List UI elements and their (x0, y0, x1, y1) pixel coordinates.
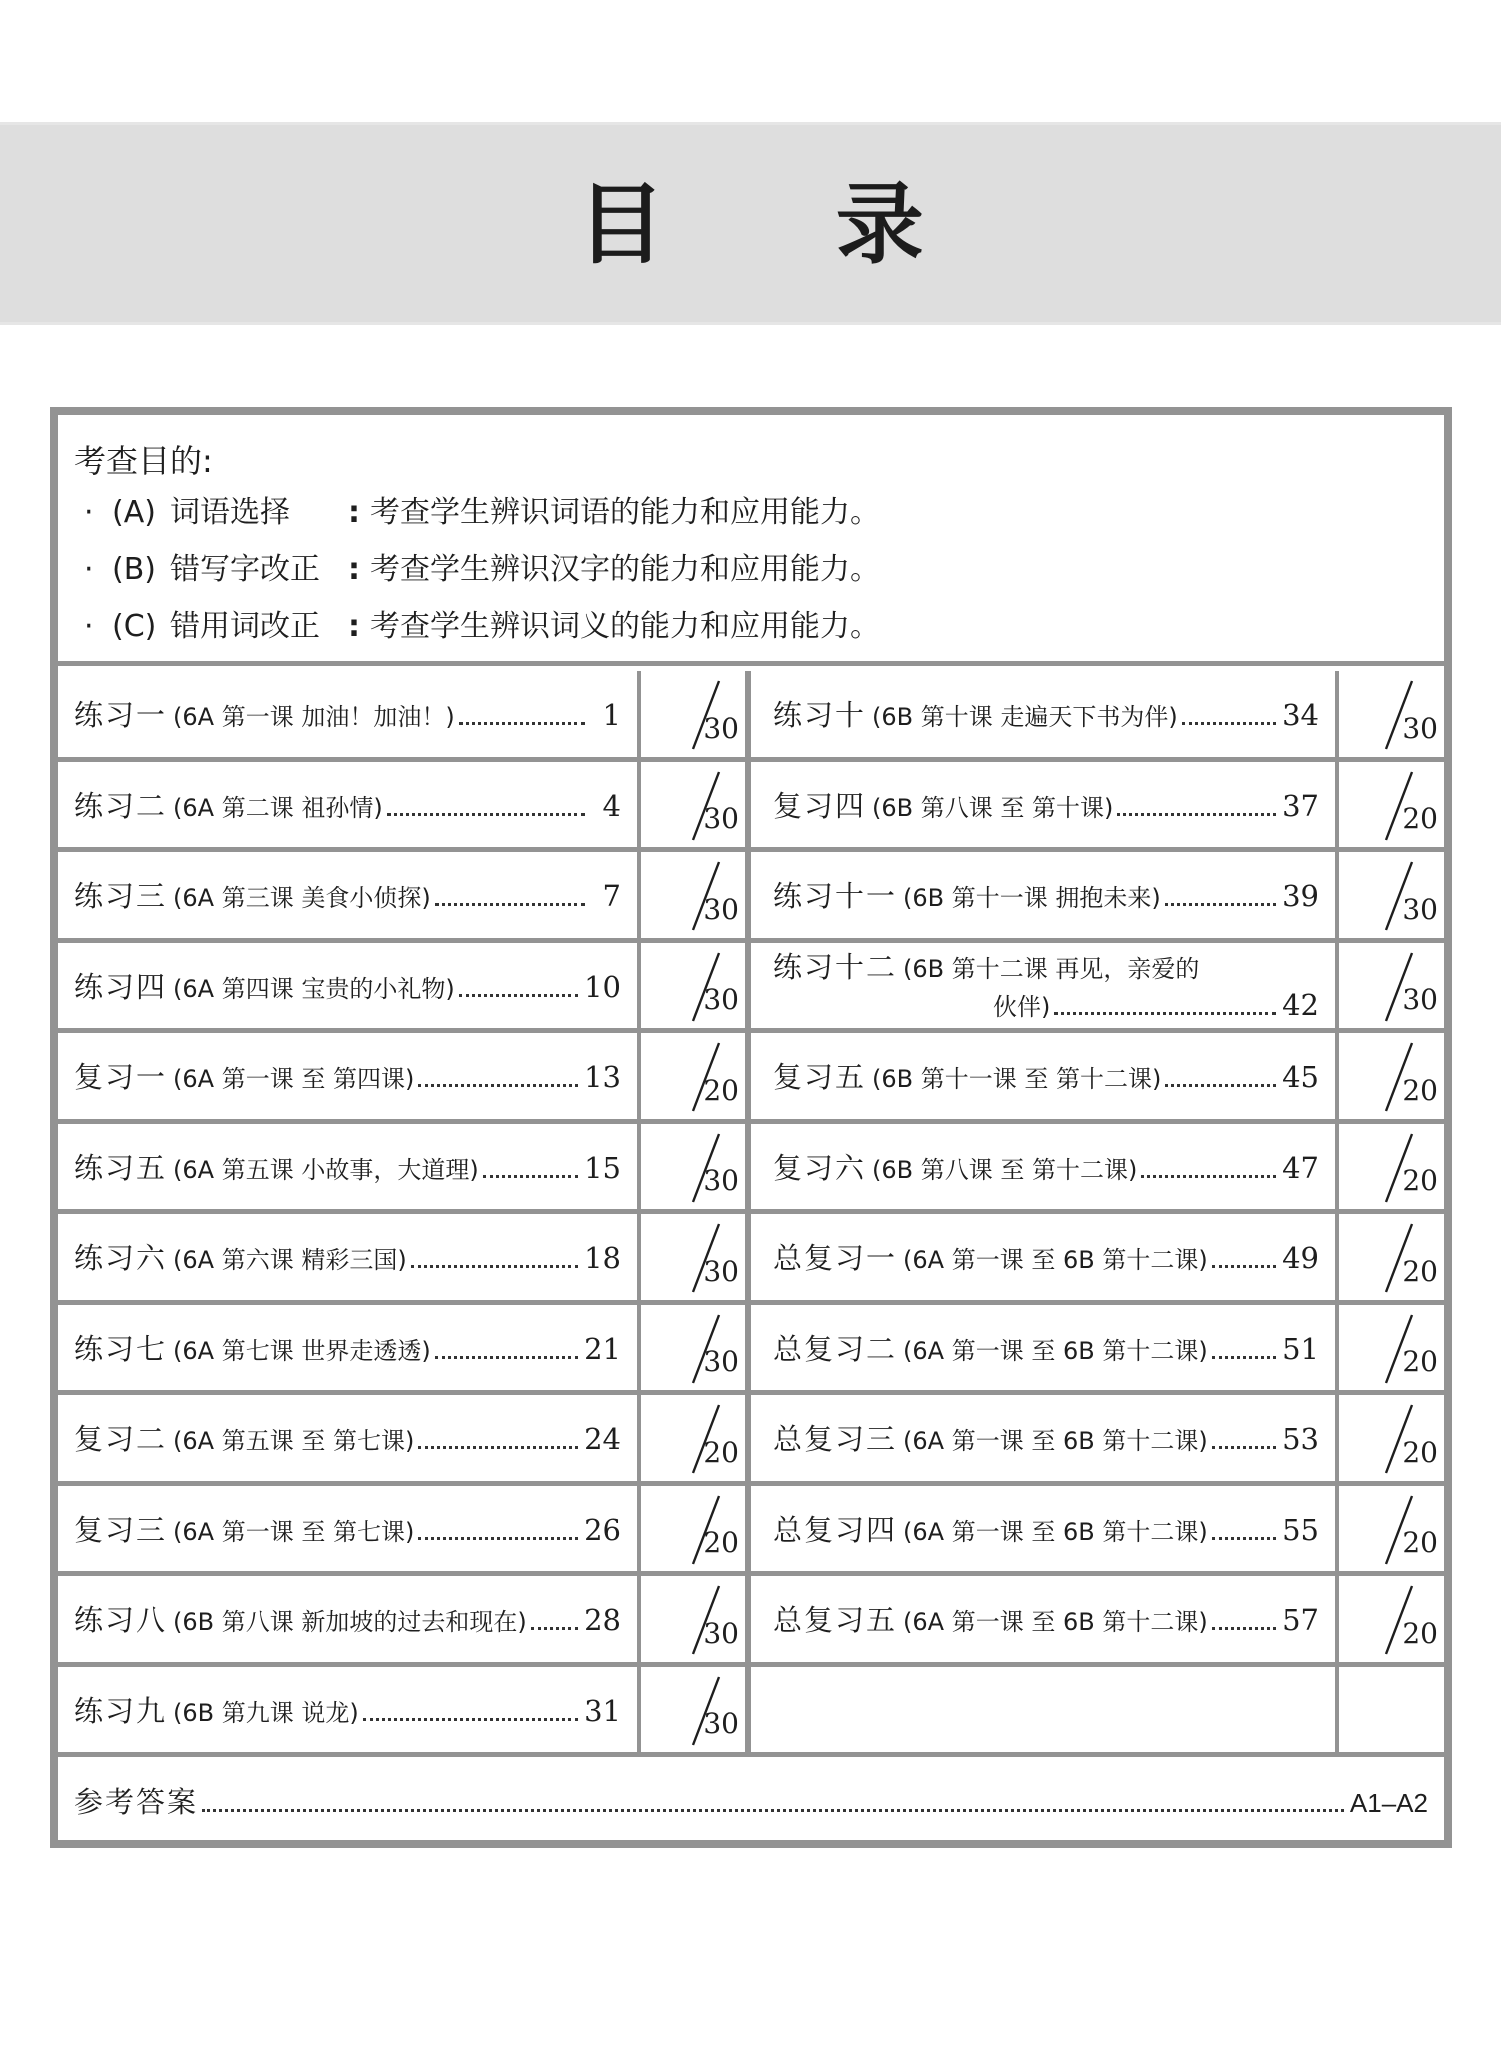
entry-subtitle: (6A 第一课 至 第四课) (173, 1065, 415, 1093)
entry-subtitle: (6A 第二课 祖孙情) (173, 793, 383, 822)
entry-subtitle: (6B 第十一课 至 第十二课) (872, 1065, 1162, 1093)
objective-code: (A) (112, 495, 156, 530)
max-score: 20 (1402, 1345, 1438, 1378)
toc-entry (757, 1667, 1339, 1753)
dot-leader (202, 1809, 1344, 1812)
score-fraction (1343, 943, 1444, 1029)
toc-entry[interactable] (757, 762, 1339, 848)
max-score: 20 (1402, 802, 1438, 835)
toc-entry[interactable] (757, 1486, 1339, 1572)
entry-title: 练习九 (74, 1693, 168, 1728)
entry-title: 总复习三 (773, 1422, 898, 1456)
score-box (645, 1486, 751, 1572)
score-box (645, 762, 751, 848)
entry-title: 复习三 (74, 1512, 168, 1547)
max-score: 20 (703, 1073, 739, 1107)
score-box (1343, 1033, 1444, 1119)
score-box (645, 943, 751, 1029)
score-fraction (1343, 1395, 1444, 1481)
max-score: 20 (703, 1435, 739, 1469)
table-row (58, 943, 1444, 1034)
entry-page: 10 (584, 969, 621, 1004)
toc-entry[interactable] (58, 1395, 641, 1481)
dot-leader (1117, 813, 1276, 816)
toc-entry[interactable] (58, 1667, 641, 1753)
score-fraction (645, 943, 745, 1029)
toc-entry[interactable] (58, 1214, 641, 1300)
entry-title: 练习三 (74, 879, 168, 913)
score-box (1343, 1124, 1444, 1210)
toc-entry[interactable] (58, 1124, 641, 1210)
objectives-section (58, 415, 1444, 666)
entry-page: 28 (584, 1603, 621, 1637)
entry-title: 练习四 (74, 969, 168, 1004)
objective-colon: : (348, 609, 360, 644)
score-box (645, 1033, 751, 1119)
answer-key-title: 参考答案 (74, 1785, 199, 1819)
table-row (58, 1576, 1444, 1667)
objectives-heading: 考查目的: (74, 442, 213, 480)
dot-leader (1165, 903, 1276, 906)
score-fraction (1343, 1486, 1444, 1572)
toc-entry[interactable] (58, 762, 641, 848)
score-fraction (645, 671, 745, 757)
entry-subtitle: (6A 第六课 精彩三国) (173, 1246, 407, 1274)
score-fraction (645, 1667, 745, 1753)
entry-subtitle: (6A 第一课 至 6B 第十二课) (903, 1427, 1208, 1455)
entry-title: 复习二 (74, 1422, 168, 1456)
entry-subtitle: (6B 第八课 至 第十课) (872, 793, 1114, 822)
toc-entry[interactable] (757, 1124, 1339, 1210)
score-box (645, 1124, 751, 1210)
toc-entry[interactable] (58, 1576, 641, 1662)
contents-table (50, 407, 1452, 1848)
max-score: 30 (703, 1164, 739, 1197)
entry-page: 42 (1282, 987, 1319, 1022)
entry-page: 24 (584, 1422, 621, 1456)
max-score: 30 (703, 711, 739, 745)
objective-item-a (84, 495, 880, 531)
score-fraction (645, 1305, 745, 1391)
score-box (1343, 1395, 1444, 1481)
objective-item-c (84, 609, 880, 645)
score-fraction (645, 852, 745, 938)
max-score: 30 (703, 1345, 739, 1378)
entry-title: 复习五 (773, 1060, 867, 1094)
toc-entry[interactable] (58, 1033, 641, 1119)
entry-page: 57 (1282, 1603, 1319, 1637)
table-row (58, 762, 1444, 853)
entry-title: 总复习五 (773, 1603, 898, 1637)
objective-code: (B) (112, 552, 156, 587)
objective-desc: 考查学生辨识汉字的能力和应用能力。 (370, 552, 880, 587)
dot-leader (1165, 1084, 1276, 1087)
dot-leader (435, 1356, 578, 1359)
dot-leader (459, 722, 585, 725)
score-fraction (1343, 852, 1444, 938)
score-box (645, 1305, 751, 1391)
max-score: 30 (1402, 711, 1438, 745)
entry-page: 31 (584, 1693, 621, 1728)
entry-subtitle: (6A 第四课 宝贵的小礼物) (173, 974, 455, 1003)
entry-title: 练习十一 (773, 879, 898, 913)
toc-entry[interactable] (58, 671, 641, 757)
score-fraction (1343, 671, 1444, 757)
entry-title: 练习七 (74, 1331, 168, 1366)
entry-page: 37 (1282, 788, 1319, 823)
toc-entry[interactable] (757, 943, 1339, 1029)
score-box (645, 1576, 751, 1662)
entry-subtitle: (6B 第九课 说龙) (173, 1698, 359, 1727)
entry-page: 34 (1282, 698, 1319, 732)
objective-name: 错用词改正 (170, 609, 320, 644)
score-fraction (645, 1486, 745, 1572)
table-row (58, 1124, 1444, 1215)
score-box (1343, 1667, 1444, 1753)
objective-name: 词语选择 (170, 495, 290, 530)
score-box (645, 852, 751, 938)
max-score: 20 (1402, 1435, 1438, 1469)
entry-subtitle: (6A 第一课 加油！加油！) (173, 703, 455, 731)
entry-title: 总复习二 (773, 1331, 898, 1366)
entry-title: 练习六 (74, 1241, 168, 1275)
table-row (58, 1214, 1444, 1305)
entry-subtitle: (6B 第八课 新加坡的过去和现在) (173, 1608, 527, 1636)
toc-entry[interactable] (757, 1033, 1339, 1119)
entry-title: 练习一 (74, 698, 168, 732)
entry-page: 7 (602, 879, 621, 913)
dot-leader (483, 1175, 578, 1178)
entry-page: 15 (584, 1150, 621, 1185)
entry-subtitle: (6A 第一课 至 6B 第十二课) (903, 1517, 1208, 1546)
entry-title: 总复习四 (773, 1512, 898, 1547)
entry-page: 39 (1282, 879, 1319, 913)
score-box (645, 1214, 751, 1300)
dot-leader (1054, 1012, 1276, 1015)
score-box (1343, 1486, 1444, 1572)
max-score: 30 (1402, 983, 1438, 1016)
entry-title: 复习六 (773, 1150, 867, 1185)
dot-leader (418, 1084, 578, 1087)
entry-page: 21 (584, 1331, 621, 1366)
entry-title: 总复习一 (773, 1241, 898, 1275)
toc-entry[interactable] (757, 1576, 1339, 1662)
objective-code: (C) (112, 609, 157, 644)
dot-leader (1212, 1537, 1276, 1540)
entry-page: 18 (584, 1241, 621, 1275)
entry-page: 4 (602, 788, 621, 823)
page-title: 目 录 (577, 173, 994, 276)
entry-subtitle: (6B 第十一课 拥抱未来) (903, 884, 1161, 912)
table-row (58, 1486, 1444, 1577)
score-fraction (645, 1214, 745, 1300)
dot-leader (1212, 1356, 1276, 1359)
entry-subtitle: (6A 第一课 至 6B 第十二课) (903, 1336, 1208, 1365)
entry-title: 练习八 (74, 1603, 168, 1637)
dot-leader (531, 1627, 578, 1630)
entry-title: 练习十 (773, 698, 867, 732)
score-fraction (1343, 1124, 1444, 1210)
dot-leader (418, 1537, 578, 1540)
entry-subtitle: (6A 第三课 美食小侦探) (173, 884, 431, 912)
toc-entry[interactable] (757, 1395, 1339, 1481)
objective-colon: : (348, 552, 360, 587)
toc-entry[interactable] (757, 671, 1339, 757)
max-score: 20 (703, 1526, 739, 1559)
objective-desc: 考查学生辨识词义的能力和应用能力。 (370, 609, 880, 644)
dot-leader (411, 1265, 578, 1268)
entry-title: 复习一 (74, 1060, 168, 1094)
entry-subtitle: (6A 第一课 至 第七课) (173, 1517, 415, 1546)
score-box (1343, 1214, 1444, 1300)
max-score: 30 (703, 1616, 739, 1650)
table-row (58, 1395, 1444, 1486)
entry-title: 复习四 (773, 788, 867, 823)
table-row (58, 852, 1444, 943)
entry-title: 练习五 (74, 1150, 168, 1185)
score-box (645, 1395, 751, 1481)
score-fraction (1343, 1576, 1444, 1662)
answer-key-pages: A1–A2 (1349, 1788, 1428, 1818)
max-score: 30 (703, 802, 739, 835)
dot-leader (418, 1446, 578, 1449)
max-score: 20 (1402, 1073, 1438, 1107)
table-row (58, 671, 1444, 762)
entry-subtitle: (6B 第十二课 再见，亲爱的 (903, 954, 1200, 983)
entry-subtitle: (6B 第八课 至 第十二课) (872, 1155, 1138, 1184)
toc-entry[interactable] (757, 1305, 1339, 1391)
toc-entry[interactable] (58, 1305, 641, 1391)
entry-subtitle: (6A 第一课 至 6B 第十二课) (903, 1608, 1208, 1636)
score-fraction (645, 1124, 745, 1210)
objective-item-b (84, 552, 880, 588)
toc-entry[interactable] (58, 1486, 641, 1572)
max-score: 30 (703, 1707, 739, 1740)
score-fraction (1343, 1305, 1444, 1391)
entry-title: 练习二 (74, 788, 168, 823)
bullet-icon: · (84, 552, 94, 587)
dot-leader (1182, 722, 1276, 725)
max-score: 20 (1402, 1254, 1438, 1288)
max-score: 30 (703, 1254, 739, 1288)
dot-leader (435, 903, 585, 906)
entry-page: 26 (584, 1512, 621, 1547)
dot-leader (1141, 1175, 1276, 1178)
entry-subtitle: (6A 第五课 至 第七课) (173, 1427, 415, 1455)
entry-subtitle: (6A 第一课 至 6B 第十二课) (903, 1246, 1208, 1274)
entry-page: 49 (1282, 1241, 1319, 1275)
exercise-grid (58, 671, 1444, 1757)
entry-page: 55 (1282, 1512, 1319, 1547)
dot-leader (1212, 1446, 1276, 1449)
bullet-icon: · (84, 495, 94, 530)
score-box (645, 1667, 751, 1753)
max-score: 20 (1402, 1616, 1438, 1650)
score-box (1343, 1576, 1444, 1662)
objective-name: 错写字改正 (170, 552, 320, 587)
table-row (58, 1667, 1444, 1758)
entry-title: 练习十二 (773, 949, 898, 984)
entry-subtitle: (6B 第十课 走遍天下书为伴) (872, 703, 1178, 731)
toc-entry[interactable] (58, 852, 641, 938)
max-score: 20 (1402, 1164, 1438, 1197)
entry-page: 13 (584, 1060, 621, 1094)
objective-colon: : (348, 495, 360, 530)
entry-page: 1 (602, 698, 621, 732)
score-fraction (1343, 1214, 1444, 1300)
score-box (1343, 943, 1444, 1029)
dot-leader (387, 813, 585, 816)
toc-entry[interactable] (757, 1214, 1339, 1300)
entry-page: 51 (1282, 1331, 1319, 1366)
max-score: 30 (1402, 892, 1438, 926)
score-box (645, 671, 751, 757)
entry-subtitle-cont: 伙伴) (993, 992, 1051, 1021)
bullet-icon: · (84, 609, 94, 644)
toc-entry[interactable] (58, 943, 641, 1029)
score-box (1343, 1305, 1444, 1391)
score-fraction (645, 762, 745, 848)
table-row (58, 1305, 1444, 1396)
toc-entry[interactable] (757, 852, 1339, 938)
entry-subtitle: (6A 第五课 小故事，大道理) (173, 1155, 479, 1184)
dot-leader (459, 994, 578, 997)
entry-subtitle: (6A 第七课 世界走透透) (173, 1336, 431, 1365)
score-fraction (1343, 762, 1444, 848)
objective-desc: 考查学生辨识词语的能力和应用能力。 (370, 495, 880, 530)
dot-leader (1212, 1265, 1276, 1268)
score-box (1343, 852, 1444, 938)
score-box (1343, 671, 1444, 757)
max-score: 30 (703, 983, 739, 1016)
score-fraction (1343, 1033, 1444, 1119)
dot-leader (1212, 1627, 1276, 1630)
title-band (0, 122, 1501, 325)
entry-page: 53 (1282, 1422, 1319, 1456)
max-score: 30 (703, 892, 739, 926)
max-score: 20 (1402, 1526, 1438, 1559)
score-fraction (645, 1033, 745, 1119)
score-box (1343, 762, 1444, 848)
table-row (58, 1033, 1444, 1124)
dot-leader (363, 1718, 578, 1721)
entry-page: 47 (1282, 1150, 1319, 1185)
score-fraction (645, 1576, 745, 1662)
entry-page: 45 (1282, 1060, 1319, 1094)
score-fraction (645, 1395, 745, 1481)
answer-key-row[interactable] (58, 1764, 1444, 1840)
